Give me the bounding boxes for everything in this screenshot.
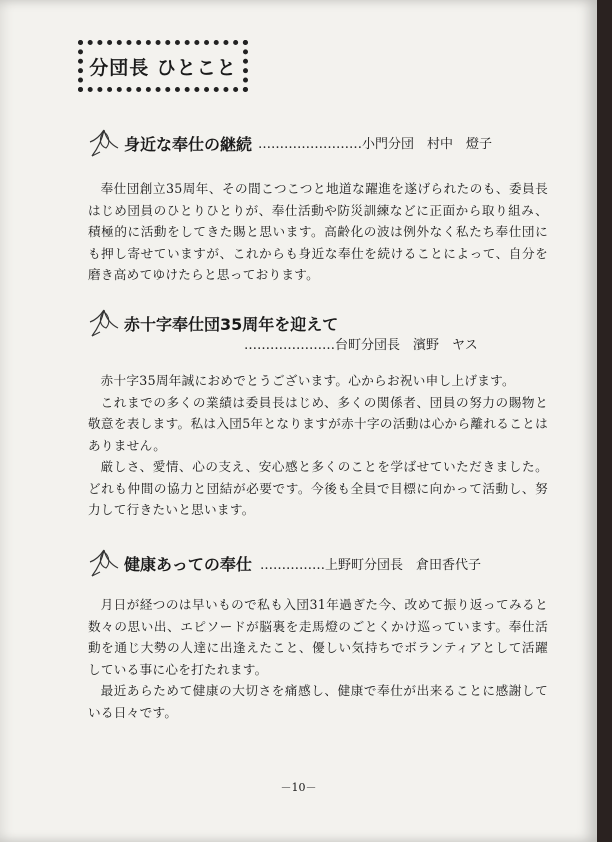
page-number: －10－ — [280, 781, 317, 794]
paragraph: これまでの多くの業績は委員長はじめ、多くの関係者、団員の努力の賜物と敬意を表します。私は入団5年となりますが赤十字の活動は心から離れることはありません。 — [88, 394, 548, 453]
article-2 — [88, 308, 548, 521]
page-title: 分団長 ひとこと — [89, 57, 237, 79]
section-header-box — [78, 40, 248, 92]
article-3-heading — [88, 548, 548, 578]
article-2-heading — [88, 308, 548, 352]
article-3-byline: ……………上野町分団長 倉田香代子 — [260, 558, 482, 573]
lily-icon — [88, 306, 122, 342]
article-1-title: 身近な奉仕の継続 — [124, 135, 253, 154]
paragraph: 厳しさ、愛情、心の支え、安心感と多くのことを学ばせていただきました。どれも仲間の協力と団結が必要です。今後も全員で目標に向かって活動し、努力して行きたいと思います。 — [88, 459, 548, 517]
paragraph: 月日が経つのは早いもので私も入団31年過ぎた今、改めて振り返ってみると数々の思い出、エピソードが脳裏を走馬燈のごとくかけ巡っています。奉仕活動を通じ大勢の人達に出逢えたこと、優しい気持ちでボランティアとして活躍している事に心を打たれます。 — [88, 597, 548, 677]
paragraph: 赤十字35周年誠におめでとうございます。心からお祝い申し上げます。 — [100, 373, 515, 388]
lily-icon — [88, 546, 122, 582]
article-1-byline: ……………………小門分団 村中 燈子 — [258, 137, 493, 152]
article-2-byline: …………………台町分団長 濱野 ヤス — [244, 338, 478, 353]
article-3 — [88, 548, 548, 723]
article-1-body — [88, 178, 548, 286]
paragraph: 奉仕団創立35周年、その間こつこつと地道な躍進を遂げられたのも、委員長はじめ団員のひとりひとりが、奉仕活動や防災訓練などに正面から取り組み、積極的に活動をしてきた賜と思います。高齢化の波は例外なく私たち奉仕団にも押し寄せていますが、これからも身近な奉仕を続けることによって、自分を磨き高めてゆけたらと思っております。 — [88, 181, 548, 282]
lily-icon — [88, 126, 122, 162]
article-1-heading — [88, 128, 548, 158]
article-2-title: 赤十字奉仕団35周年を迎えて — [124, 315, 339, 334]
article-2-body — [88, 370, 548, 521]
article-3-body — [88, 594, 548, 723]
paragraph: 最近あらためて健康の大切さを痛感し、健康で奉仕が出来ることに感謝している日々です。 — [88, 683, 548, 720]
article-3-title: 健康あっての奉仕 — [124, 555, 252, 574]
article-1 — [88, 128, 548, 286]
